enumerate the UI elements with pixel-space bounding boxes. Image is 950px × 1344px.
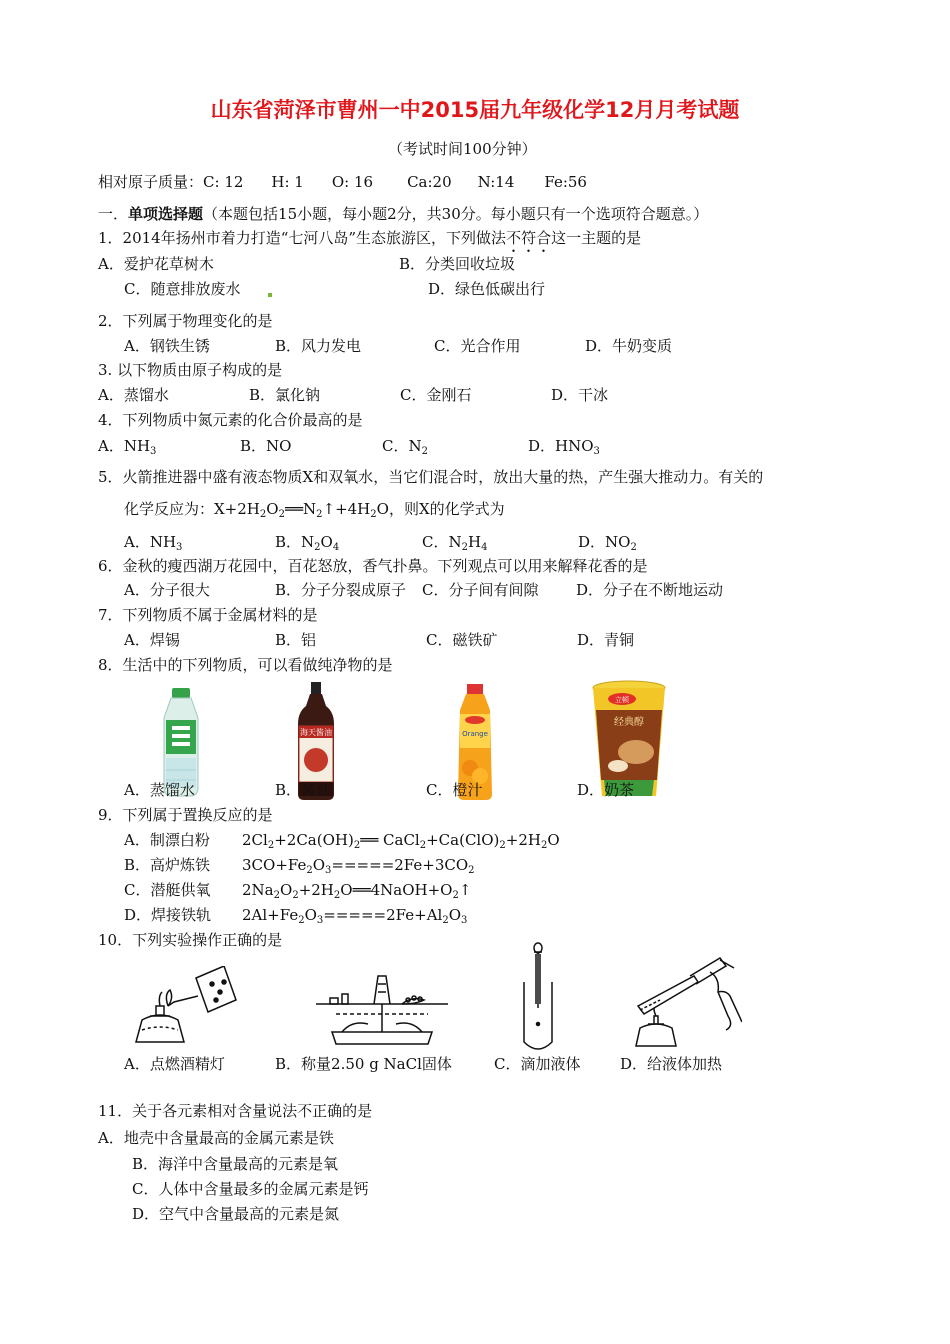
- q6-stem: 6．金秋的瘦西湖万花园中，百花怒放，香气扑鼻。下列观点可以用来解释花香的是: [98, 557, 648, 575]
- section-note: （本题包括15小题，每小题2分，共30分。每小题只有一个选项符合题意。）: [203, 205, 709, 223]
- q5-option-b: B．$N_2O_4$: [275, 533, 340, 553]
- q1-option-a: A．爱护花草树木: [98, 255, 214, 273]
- q3-stem: 3. 以下物质由原子构成的是: [98, 361, 283, 379]
- mass-ca: Ca:20: [407, 173, 452, 191]
- q1-stem: [98, 228, 641, 256]
- q2-stem: 2．下列属于物理变化的是: [98, 312, 273, 330]
- q10-option-a: A．点燃酒精灯: [124, 1055, 225, 1073]
- q7-option-d: D．青铜: [577, 631, 635, 649]
- q1-option-c: C．随意排放废水: [124, 280, 241, 298]
- q6-option-c: C．分子间有间隙: [422, 581, 539, 599]
- q3-option-d: D．干冰: [551, 386, 609, 404]
- tea-brand-text: 立顿: [615, 696, 629, 704]
- heating-liquid-diagram: [630, 954, 742, 1052]
- q9-option-b-equation: $3CO+Fe_2O_3=====2Fe+3CO_2$: [242, 856, 475, 876]
- q7-option-c: C．磁铁矿: [426, 631, 498, 649]
- atomic-mass-line: [98, 172, 587, 192]
- q8-stem: 8．生活中的下列物质，可以看做纯净物的是: [98, 656, 393, 674]
- q11-option-d: D．空气中含量最高的元素是氮: [132, 1205, 340, 1223]
- q8-option-c: C．橙汁: [426, 781, 483, 799]
- q5-option-c: C．$N_2H_4$: [422, 533, 488, 553]
- q6-option-d: D．分子在不断地运动: [576, 581, 724, 599]
- q4-option-a: A．$NH_3$: [98, 437, 157, 457]
- q9-option-a-equation: $2Cl_2+2Ca(OH)_2══$ $CaCl_2+Ca(ClO)_2+2H_2O$: [242, 831, 560, 851]
- q5-option-d: D．$NO_2$: [578, 533, 637, 553]
- q1-option-b: B．分类回收垃圾: [399, 255, 516, 273]
- q9-option-a-name: A．制漂白粉: [124, 831, 210, 849]
- green-mark: [268, 293, 272, 297]
- q10-option-c: C．滴加液体: [494, 1055, 581, 1073]
- lighting-alcohol-lamp-diagram: [128, 966, 248, 1050]
- q5-stem-line1: 5．火箭推进器中盛有液态物质X和双氧水，当它们混合时，放出大量的热，产生强大推动力。有关的: [98, 468, 764, 486]
- q2-option-c: C．光合作用: [434, 337, 521, 355]
- q11-option-a: A．地壳中含量最高的金属元素是铁: [98, 1129, 334, 1147]
- q7-stem: 7．下列物质不属于金属材料的是: [98, 606, 318, 624]
- q4-stem: 4．下列物质中氮元素的化合价最高的是: [98, 411, 363, 429]
- q11-option-c: C．人体中含量最多的金属元素是钙: [132, 1180, 369, 1198]
- q6-option-a: A．分子很大: [124, 581, 210, 599]
- q7-option-a: A．焊锡: [124, 631, 180, 649]
- q4-option-c: C．$N_2$: [382, 437, 428, 457]
- q8-option-d: D．奶茶: [577, 781, 635, 799]
- q3-option-b: B．氯化钠: [249, 386, 321, 404]
- section-prefix: 一．: [98, 205, 129, 223]
- q2-option-b: B．风力发电: [275, 337, 362, 355]
- q11-stem: 11．关于各元素相对含量说法不正确的是: [98, 1102, 373, 1120]
- mass-o: O: 16: [331, 173, 374, 191]
- q1-option-d: D．绿色低碳出行: [428, 280, 546, 298]
- q5-stem-line2: 化学反应为：$X+2H_2O_2══N_2↑+4H_2O$，则X的化学式为: [124, 500, 505, 520]
- soy-label-text: 海天酱油: [300, 728, 332, 737]
- q9-option-b-name: B．高炉炼铁: [124, 856, 211, 874]
- page-title: 山东省菏泽市曹州一中2015届九年级化学12月月考试题: [210, 98, 740, 122]
- q11-option-b: B．海洋中含量最高的元素是氧: [132, 1155, 339, 1173]
- atomic-mass-label: 相对原子质量：: [98, 173, 204, 191]
- exam-duration: （考试时间100分钟）: [388, 140, 537, 158]
- q1-stem-end: 这一主题的是: [551, 229, 642, 247]
- q7-option-b: B．铝: [275, 631, 317, 649]
- q3-option-c: C．金刚石: [400, 386, 472, 404]
- section-name: 单项选择题: [128, 205, 204, 223]
- mass-h: H: 1: [271, 173, 304, 191]
- q10-option-b: B．称量2.50 g NaCl固体: [275, 1055, 452, 1073]
- section-heading: [98, 204, 708, 224]
- q5-option-a: A．$NH_3$: [124, 533, 183, 553]
- q2-option-a: A．钢铁生锈: [124, 337, 210, 355]
- q9-option-c-name: C．潜艇供氧: [124, 881, 211, 899]
- q1-emphasis: 不符合: [506, 229, 552, 247]
- mass-c: C: 12: [203, 173, 244, 191]
- mass-n: N:14: [477, 173, 515, 191]
- q8-option-a: A．蒸馏水: [124, 781, 195, 799]
- q4-option-b: B．NO: [240, 437, 292, 455]
- q9-stem: 9．下列属于置换反应的是: [98, 806, 273, 824]
- q1-stem-text: 1．2014年扬州市着力打造“七河八岛”生态旅游区，下列做法: [98, 229, 507, 247]
- q9-option-d-name: D．焊接铁轨: [124, 906, 212, 924]
- mass-fe: Fe:56: [544, 173, 587, 191]
- q10-option-d: D．给液体加热: [620, 1055, 723, 1073]
- q8-option-b: B．酱油: [275, 781, 332, 799]
- q10-stem: 10．下列实验操作正确的是: [98, 931, 283, 949]
- orange-label-text: Orange: [462, 730, 488, 738]
- q3-option-a: A．蒸馏水: [98, 386, 169, 404]
- q2-option-d: D．牛奶变质: [585, 337, 673, 355]
- q4-option-d: D．$HNO_3$: [528, 437, 600, 457]
- q9-option-d-equation: $2Al+Fe_2O_3=====2Fe+Al_2O_3$: [242, 906, 468, 926]
- tea-label-text: 经典醇: [614, 717, 644, 728]
- balance-weighing-diagram: [312, 968, 452, 1050]
- q6-option-b: B．分子分裂成原子: [275, 581, 407, 599]
- dropping-liquid-diagram: [516, 942, 560, 1054]
- q9-option-c-equation: $2Na_2O_2+2H_2O══4NaOH+O_2↑$: [242, 881, 472, 901]
